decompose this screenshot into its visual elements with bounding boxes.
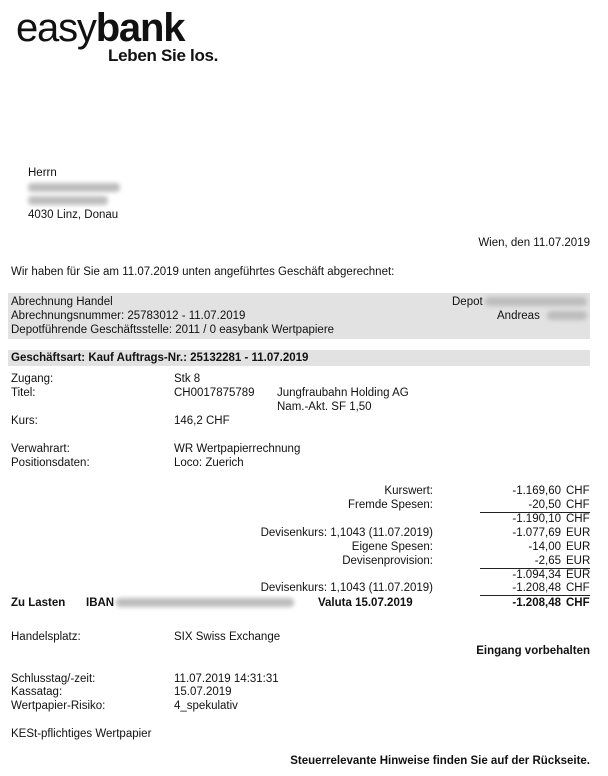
handelsplatz-label: Handelsplatz: xyxy=(11,631,81,643)
header-owner-first: Andreas xyxy=(497,310,540,322)
total-rule xyxy=(480,595,590,596)
titel-label: Titel: xyxy=(11,387,36,399)
calc-label-1: Fremde Spesen: xyxy=(347,499,433,511)
calc-amount-2: -1.190,10 xyxy=(512,513,561,525)
calc-currency-4: EUR xyxy=(566,541,591,553)
calc-currency-7: CHF xyxy=(566,582,590,594)
redacted-iban xyxy=(116,598,294,607)
calc-currency-1: CHF xyxy=(566,499,590,511)
kassatag-value: 15.07.2019 xyxy=(174,686,232,698)
schlusstag-label: Schlusstag/-zeit: xyxy=(11,673,96,685)
calc-label-5: Devisenprovision: xyxy=(342,555,433,567)
total-amount: -1.208,48 xyxy=(512,597,561,609)
titel-line2: Nam.-Akt. SF 1,50 xyxy=(277,401,372,413)
kurs-value: 146,2 CHF xyxy=(174,415,230,427)
calc-amount-4: -14,00 xyxy=(528,541,561,553)
handelsplatz-value: SIX Swiss Exchange xyxy=(174,631,281,643)
redacted-street xyxy=(28,196,108,205)
logo-tagline: Leben Sie los. xyxy=(108,46,219,65)
calc-currency-6: EUR xyxy=(566,569,591,581)
calc-amount-7: -1.208,48 xyxy=(512,582,561,594)
logo-bank: bank xyxy=(95,6,185,50)
footer-note: Steuerrelevante Hinweise finden Sie auf der Rückseite. xyxy=(290,755,590,767)
titel-isin: CH0017875789 xyxy=(174,387,255,399)
iban-label: IBAN xyxy=(86,597,115,609)
logo-easy: easy xyxy=(16,6,96,50)
zu-lasten-label: Zu Lasten xyxy=(11,597,66,609)
risiko-label: Wertpapier-Risiko: xyxy=(11,700,106,712)
header-line3: Depotführende Geschäftsstelle: 2011 / 0 easybank Wertpapiere xyxy=(11,324,335,336)
calc-label-0: Kurswert: xyxy=(384,485,433,497)
calc-label-3: Devisenkurs: 1,1043 (11.07.2019) xyxy=(260,527,433,539)
header-line1: Abrechnung Handel xyxy=(11,296,113,308)
zugang-label: Zugang: xyxy=(11,373,54,385)
header-depot-label: Depot xyxy=(452,296,483,308)
intro-text: Wir haben für Sie am 11.07.2019 unten angeführtes Geschäft abgerechnet: xyxy=(11,266,395,278)
calc-amount-5: -2,65 xyxy=(534,555,561,567)
calc-currency-2: CHF xyxy=(566,513,590,525)
address-city: 4030 Linz, Donau xyxy=(28,209,119,221)
redacted-depot-number xyxy=(485,297,587,306)
header-line2: Abrechnungsnummer: 25783012 - 11.07.2019 xyxy=(11,310,246,322)
valuta: Valuta 15.07.2019 xyxy=(318,597,413,609)
date-line: Wien, den 11.07.2019 xyxy=(478,237,590,249)
schlusstag-value: 11.07.2019 14:31:31 xyxy=(174,673,279,685)
calc-currency-5: EUR xyxy=(566,555,591,567)
risiko-value: 4_spekulativ xyxy=(174,700,238,712)
eingang-vorbehalten: Eingang vorbehalten xyxy=(476,645,590,657)
calc-amount-1: -20,50 xyxy=(528,499,561,511)
kurs-label: Kurs: xyxy=(11,415,38,427)
calc-label-4: Eigene Spesen: xyxy=(351,541,433,553)
redacted-owner-last xyxy=(547,311,587,320)
kassatag-label: Kassatag: xyxy=(11,686,63,698)
calc-currency-0: CHF xyxy=(566,485,590,497)
titel-name: Jungfraubahn Holding AG xyxy=(277,387,409,399)
zugang-value: Stk 8 xyxy=(174,373,201,385)
address-salutation: Herrn xyxy=(28,167,57,179)
calc-currency-3: EUR xyxy=(566,527,591,539)
calc-amount-3: -1.077,69 xyxy=(512,527,561,539)
total-currency: CHF xyxy=(566,597,590,609)
verwahrart-label: Verwahrart: xyxy=(11,443,70,455)
redacted-name xyxy=(28,183,120,192)
positionsdaten-label: Positionsdaten: xyxy=(11,457,90,469)
verwahrart-value: WR Wertpapierrechnung xyxy=(174,443,301,455)
order-line: Geschäftsart: Kauf Auftrags-Nr.: 25132281 - 11.07.2019 xyxy=(11,352,309,364)
logo-wordmark xyxy=(16,6,184,50)
calc-amount-0: -1.169,60 xyxy=(512,485,561,497)
kest-note: KESt-pflichtiges Wertpapier xyxy=(11,728,152,740)
calc-amount-6: -1.094,34 xyxy=(512,569,561,581)
positionsdaten-value: Loco: Zuerich xyxy=(174,457,244,469)
calc-label-7: Devisenkurs: 1,1043 (11.07.2019) xyxy=(260,582,433,594)
